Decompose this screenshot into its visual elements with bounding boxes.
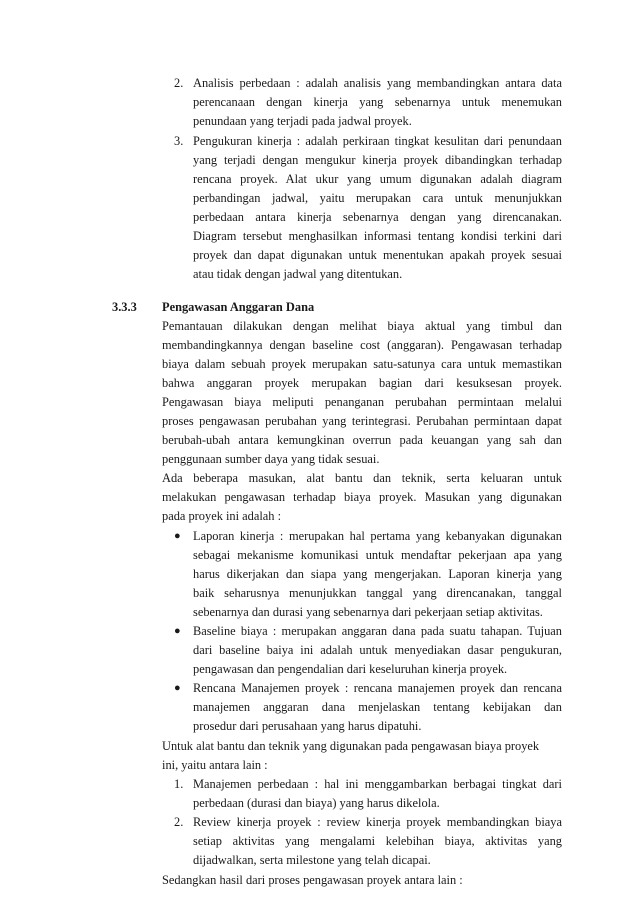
- bullet-item-line: harus dikerjakan dan siapa yang mengerjakan. Laporan kinerja yang: [193, 567, 562, 581]
- paragraph-line: biaya dalam sebuah proyek merupakan satu-satunya cara untuk memastikan: [162, 357, 562, 371]
- bullet-item-line: Rencana Manajemen proyek : rencana manajemen proyek dan rencana: [193, 681, 562, 695]
- list-item-line: Review kinerja proyek : review kinerja proyek membandingkan biaya: [193, 815, 562, 829]
- list-number: 2.: [174, 76, 184, 90]
- bullet-item-line: Laporan kinerja : merupakan hal pertama yang kebanyakan digunakan: [193, 529, 562, 543]
- bullet-item-line: manajemen anggaran dana menjelaskan tentang kebijakan dan: [193, 700, 562, 714]
- paragraph-line: bahwa anggaran proyek merupakan bagian dari kesuksesan proyek.: [162, 376, 562, 390]
- paragraph-line: ini, yaitu antara lain :: [162, 758, 268, 772]
- list-item-line: Analisis perbedaan : adalah analisis yang membandingkan antara data: [193, 76, 562, 90]
- bullet-item-line: Baseline biaya : merupakan anggaran dana pada suatu tahapan. Tujuan: [193, 624, 562, 638]
- bullet-item-line: sebagai mekanisme komunikasi untuk mendaftar pekerjaan apa yang: [193, 548, 562, 562]
- list-item-line: dijadwalkan, serta milestone yang telah dicapai.: [193, 853, 431, 867]
- list-item-line: setiap aktivitas yang mengalami kelebihan biaya, aktivitas yang: [193, 834, 562, 848]
- list-item-line: penundaan yang terjadi pada jadwal proyek.: [193, 114, 412, 128]
- section-number: 3.3.3: [112, 300, 137, 314]
- list-item-line: yang terjadi dengan mengukur kinerja proyek dibandingkan terhadap: [193, 153, 562, 167]
- paragraph-line: Ada beberapa masukan, alat bantu dan teknik, serta keluaran untuk: [162, 471, 562, 485]
- bullet-item-line: prosedur dari perusahaan yang harus dipatuhi.: [193, 719, 422, 733]
- list-item-line: rencana proyek. Alat ukur yang umum digunakan adalah diagram: [193, 172, 562, 186]
- bullet-item-line: pengawasan dan pengendalian dari keseluruhan kinerja proyek.: [193, 662, 508, 676]
- list-item-line: Pengukuran kinerja : adalah perkiraan tingkat kesulitan dari penundaan: [193, 134, 562, 148]
- list-item-line: Diagram tersebut menghasilkan informasi tentang kondisi terkini dari: [193, 229, 562, 243]
- bullet-icon: ●: [174, 530, 181, 542]
- list-number: 3.: [174, 134, 184, 148]
- section-title: Pengawasan Anggaran Dana: [162, 300, 315, 314]
- paragraph-line: penggunaan sumber daya yang tidak sesuai.: [162, 452, 380, 466]
- bullet-icon: ●: [174, 625, 181, 637]
- paragraph-line: Untuk alat bantu dan teknik yang digunakan pada pengawasan biaya proyek: [162, 739, 540, 753]
- list-item-line: perbedaan antara kinerja sebenarnya dengan yang direncanakan.: [193, 210, 562, 224]
- list-item-line: atau tidak dengan jadwal yang ditentukan.: [193, 267, 403, 281]
- list-item-line: Manajemen perbedaan : hal ini menggambarkan berbagai tingkat dari: [193, 777, 562, 791]
- bullet-icon: ●: [174, 682, 181, 694]
- paragraph-line: Pemantauan dilakukan dengan melihat biaya aktual yang timbul dan: [162, 319, 562, 333]
- bullet-item-line: dari baseline baiya ini adalah untuk menyediakan dasar pengukuran,: [193, 643, 562, 657]
- paragraph-line: melakukan pengawasan terhadap biaya proyek. Masukan yang digunakan: [162, 490, 562, 504]
- paragraph-line: proses pengawasan perubahan yang terintegrasi. Perubahan permintaan dapat: [162, 414, 562, 428]
- paragraph-line: Sedangkan hasil dari proses pengawasan proyek antara lain :: [162, 873, 463, 887]
- list-item-line: perbandingan jadwal, yaitu merupakan cara untuk menunjukkan: [193, 191, 562, 205]
- list-item-line: perencanaan dengan kinerja yang sebenarnya untuk menemukan: [193, 95, 562, 109]
- list-item-line: proyek dan dapat digunakan untuk menentukan apakah proyek sesuai: [193, 248, 562, 262]
- paragraph-line: pada proyek ini adalah :: [162, 509, 282, 523]
- list-number: 2.: [174, 815, 184, 829]
- list-item-line: perbedaan (durasi dan biaya) yang harus dikelola.: [193, 796, 440, 810]
- bullet-item-line: baik seharusnya menunjukkan tanggal yang direncanakan, tanggal: [193, 586, 562, 600]
- paragraph-line: membandingkannya dengan baseline cost (anggaran). Pengawasan terhadap: [162, 338, 562, 352]
- paragraph-line: Pengawasan biaya meliputi penanganan perubahan permintaan melalui: [162, 395, 562, 409]
- list-number: 1.: [174, 777, 184, 791]
- bullet-item-line: sebenarnya dan durasi yang sebenarnya dari pekerjaan setiap aktivitas.: [193, 605, 543, 619]
- paragraph-line: berubah-ubah antara kemungkinan overrun pada keuangan yang sah dan: [162, 433, 562, 447]
